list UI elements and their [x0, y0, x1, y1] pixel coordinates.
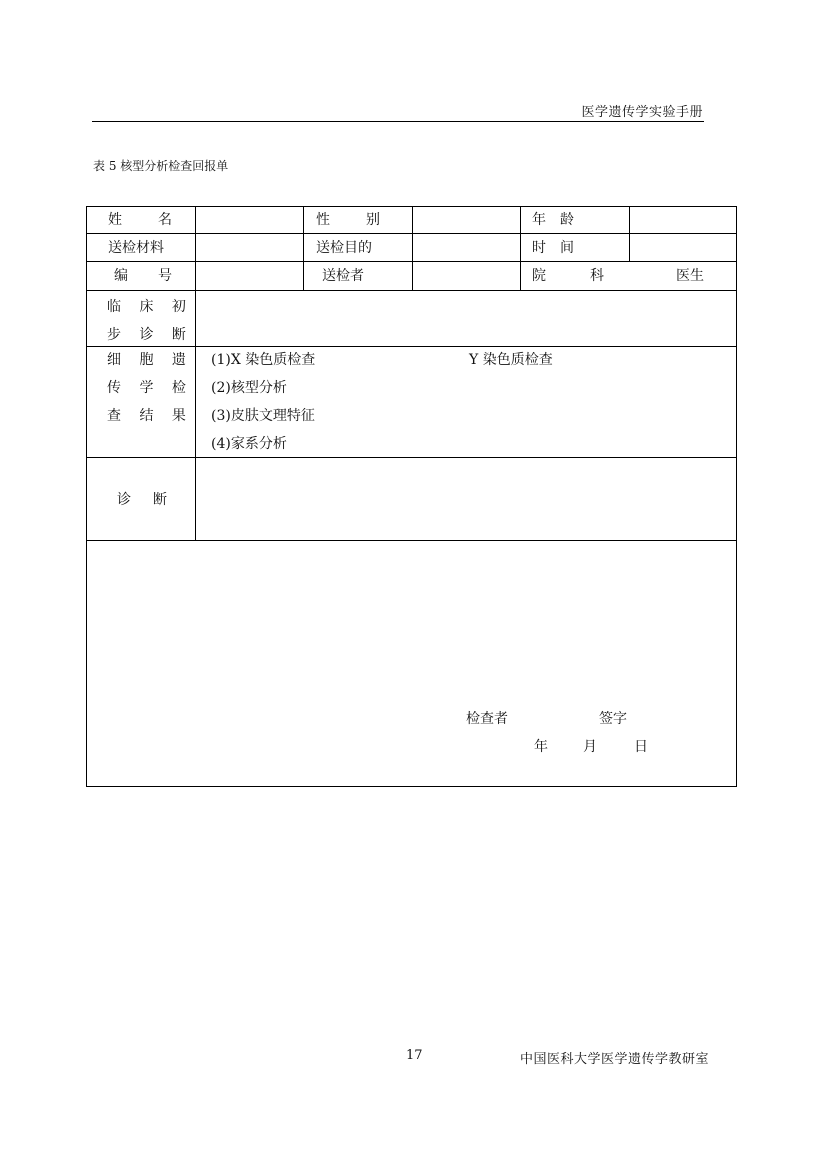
- row-divider: [86, 540, 737, 541]
- age-label: 年 龄: [532, 212, 574, 228]
- purpose-label: 送检目的: [316, 240, 372, 256]
- checker-label: 检查者: [466, 711, 508, 727]
- cytogenetics-label: 细 胞 遗 传 学 检 查 结 果: [107, 352, 193, 424]
- row-divider: [86, 457, 737, 458]
- row-divider: [86, 290, 737, 291]
- column-divider: [629, 206, 630, 261]
- column-divider: [303, 206, 304, 290]
- y-chromatin-item: Y 染色质检查: [469, 352, 553, 368]
- diagnosis-label: 诊 断: [117, 492, 167, 508]
- column-divider: [195, 206, 196, 540]
- material-label: 送检材料: [108, 240, 164, 256]
- header-rule: [92, 121, 704, 122]
- department-label: 院 科: [532, 268, 604, 284]
- number-label: 编 号: [114, 268, 172, 284]
- pedigree-item: (4)家系分析: [211, 436, 287, 452]
- clinical-diagnosis-label: 临 床 初 步 诊 断: [107, 299, 193, 343]
- dermatoglyphics-item: (3)皮肤文理特征: [211, 408, 315, 424]
- doctor-label: 医生: [676, 268, 704, 284]
- gender-label: 性 别: [316, 212, 380, 228]
- signature-label: 签字: [599, 711, 627, 727]
- name-label: 姓 名: [108, 212, 172, 228]
- column-divider: [520, 206, 521, 290]
- year-label: 年: [534, 739, 548, 755]
- day-label: 日: [634, 739, 648, 755]
- footer-organization: 中国医科大学医学遗传学教研室: [520, 1052, 710, 1067]
- table-caption: 表 5 核型分析检查回报单: [93, 159, 229, 173]
- x-chromatin-item: (1)X 染色质检查: [211, 352, 316, 368]
- sender-label: 送检者: [322, 268, 364, 284]
- column-divider: [412, 206, 413, 290]
- time-label: 时 间: [532, 240, 574, 256]
- page-number: 17: [406, 1048, 423, 1063]
- manual-title: 医学遗传学实验手册: [581, 105, 703, 120]
- month-label: 月: [583, 739, 597, 755]
- karyotype-item: (2)核型分析: [211, 380, 287, 396]
